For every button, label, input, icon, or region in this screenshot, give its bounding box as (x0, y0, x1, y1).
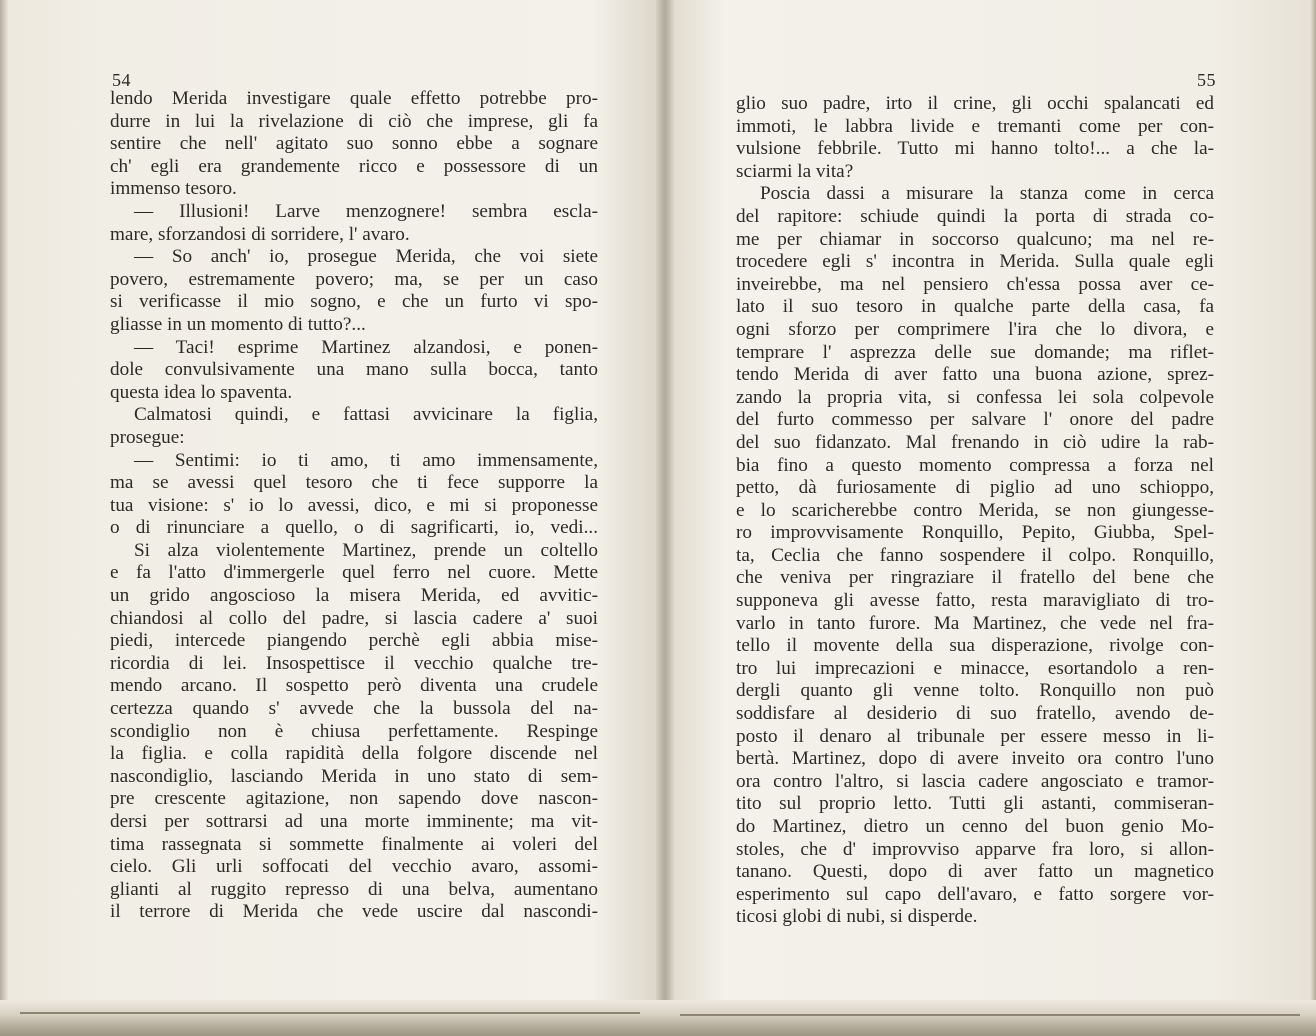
text-line: — So anch' io, prosegue Merida, che voi siete (134, 246, 598, 268)
text-line: Calmatosi quindi, e fattasi avvicinare la figlia, (134, 404, 598, 426)
text-line: tito sul proprio letto. Tutti gli astanti, commiseran- (736, 793, 1214, 815)
text-line: dergli quanto gli venne tolto. Ronquillo non può (736, 680, 1214, 702)
text-line: lato il suo tesoro in qualche parte della casa, fa (736, 296, 1214, 318)
right-page (668, 0, 1316, 1000)
left-page-text (110, 88, 598, 924)
text-line: mendo arcano. Il sospetto però diventa una crudele (110, 675, 598, 697)
text-line: ro improvvisamente Ronquillo, Pepito, Giubba, Spel- (736, 522, 1214, 544)
right-page-number: 55 (1197, 70, 1216, 90)
text-line: cielo. Gli urli soffocati del vecchio avaro, assomi- (110, 856, 598, 878)
text-line: gliasse in un momento di tutto?... (110, 313, 366, 335)
text-line: prosegue: (110, 426, 185, 448)
text-line: inveirebbe, ma nel pensiero ch'essa possa aver ce- (736, 273, 1214, 295)
left-edge-line (20, 1012, 640, 1014)
text-line: nascondiglio, lasciando Merida in uno stato di sem- (110, 765, 598, 787)
text-line: posto il denaro al tribunale per essere messo in li- (736, 725, 1214, 747)
text-line: certezza quando s' avvede che la bussola del na- (110, 698, 598, 720)
text-line: del rapitore: schiude quindi la porta di strada co- (736, 205, 1214, 227)
text-line: durre in lui la rivelazione di ciò che imprese, gli fa (110, 110, 598, 132)
right-edge-line (680, 1014, 1300, 1016)
text-line: petto, dà furiosamente di piglio ad uno schioppo, (736, 477, 1214, 499)
text-line: — Taci! esprime Martinez alzandosi, e ponen- (134, 336, 598, 358)
text-line: pre crescente agitazione, non sapendo dove nascon- (110, 788, 598, 810)
page-bottom-edge (0, 1000, 1316, 1036)
text-line: povero, estremamente povero; ma, se per un caso (110, 268, 598, 290)
text-line: dole convulsivamente una mano sulla bocca, tanto (110, 359, 598, 381)
text-line: tello il movente della sua disperazione, rivolge con- (736, 635, 1214, 657)
text-line: sciarmi la vita? (736, 160, 854, 182)
left-page-number: 54 (112, 70, 131, 90)
text-line: lendo Merida investigare quale effetto potrebbe pro- (110, 88, 598, 109)
text-line: vulsione febbrile. Tutto mi hanno tolto!... a che la- (736, 138, 1214, 160)
text-line: — Illusioni! Larve menzognere! sembra escla- (134, 200, 598, 222)
text-line: glio suo padre, irto il crine, gli occhi spalancati ed (736, 93, 1214, 114)
text-line: stoles, che d' improvviso apparve fra loro, si allon- (736, 838, 1214, 860)
text-line: Si alza violentemente Martinez, prende un coltello (134, 539, 598, 561)
text-line: tima rassegnata si sommette finalmente ai voleri del (110, 833, 598, 855)
text-line: me per chiamar in soccorso qualcuno; ma nel re- (736, 228, 1214, 250)
text-line: che veniva per ringraziare il fratello del bene che (736, 567, 1214, 589)
text-line: immoti, le labbra livide e tremanti come per con- (736, 115, 1214, 137)
text-line: del furto commesso per salvare l' onore del padre (736, 409, 1214, 431)
text-line: esperimento sul capo dell'avaro, e fatto sorgere vor- (736, 883, 1214, 905)
text-line: sentire che nell' agitato suo sonno ebbe a sognare (110, 133, 598, 155)
right-page-text (736, 93, 1214, 929)
text-line: do Martinez, dietro un cenno del buon genio Mo- (736, 816, 1214, 837)
text-line: — Sentimi: io ti amo, ti amo immensamente, (134, 449, 598, 471)
text-line: tua visione: s' io lo avessi, dico, e mi si proponesse (110, 494, 598, 516)
text-line: ta, Ceclia che fanno sospendere il colpo. Ronquillo, (736, 544, 1214, 566)
text-line: scondiglio non è chiusa perfettamente. Respinge (110, 720, 598, 742)
text-line: e fa l'atto d'immergerle quel ferro nel cuore. Mette (110, 562, 598, 584)
text-line: supponeva gli avesse fatto, resta maravigliato di tro- (736, 590, 1214, 612)
text-line: un grido angoscioso la misera Merida, ed avvitic- (110, 585, 598, 607)
text-line: il terrore di Merida che vede uscire dal nascondi- (110, 901, 598, 923)
text-line: immenso tesoro. (110, 178, 237, 200)
text-line: tro lui imprecazioni e minacce, esortandolo a ren- (736, 657, 1214, 679)
text-line: ch' egli era grandemente ricco e possessore di un (110, 155, 598, 177)
text-line: ricordia di lei. Insospettisce il vecchio qualche tre- (110, 652, 598, 674)
text-line: questa idea lo spaventa. (110, 381, 293, 403)
text-line: temprare l' asprezza delle sue domande; ma riflet- (736, 341, 1214, 363)
text-line: varlo in tanto furore. Ma Martinez, che vede nel fra- (736, 612, 1214, 634)
text-line: bertà. Martinez, dopo di avere inveito ora contro l'uno (736, 748, 1214, 770)
text-line: mare, sforzandosi di sorridere, l' avaro. (110, 223, 410, 245)
text-line: e lo scaricherebbe contro Merida, se non giungesse- (736, 499, 1214, 521)
text-line: o di rinunciare a quello, o di sagrificarti, io, vedi... (110, 517, 598, 539)
text-line: Poscia dassi a misurare la stanza come in cerca (760, 183, 1214, 205)
text-line: trocedere egli s' incontra in Merida. Sulla quale egli (736, 251, 1214, 273)
text-line: glianti al ruggito represso di una belva, aumentano (110, 878, 598, 900)
text-line: ogni sforzo per comprimere l'ira che lo divora, e (736, 318, 1214, 340)
text-line: tendo Merida di aver fatto una buona azione, sprez- (736, 364, 1214, 386)
text-line: bia fino a questo momento compressa a forza nel (736, 454, 1214, 476)
text-line: dersi per sottrarsi ad una morte imminente; ma vit- (110, 811, 598, 832)
text-line: del suo fidanzato. Mal frenando in ciò udire la rab- (736, 431, 1214, 453)
text-line: zando la propria vita, si confessa lei sola colpevole (736, 386, 1214, 408)
text-line: soddisfare al desiderio di suo fratello, avendo de- (736, 703, 1214, 725)
text-line: ora contro l'altro, si lascia cadere angosciato e tramor- (736, 770, 1214, 792)
text-line: ma se avessi quel tesoro che ti fece supporre la (110, 472, 598, 494)
left-page (0, 0, 660, 1000)
text-line: tanano. Questi, dopo di aver fatto un magnetico (736, 861, 1214, 883)
text-line: si verificasse il mio sogno, e che un furto vi spo- (110, 291, 598, 313)
text-line: chiandosi al collo del padre, si lascia cadere a' suoi (110, 607, 598, 629)
text-line: piedi, intercede piangendo perchè egli abbia mise- (110, 630, 598, 652)
text-line: ticosi globi di nubi, si disperde. (736, 906, 978, 928)
text-line: la figlia. e colla rapidità della folgore discende nel (110, 743, 598, 765)
